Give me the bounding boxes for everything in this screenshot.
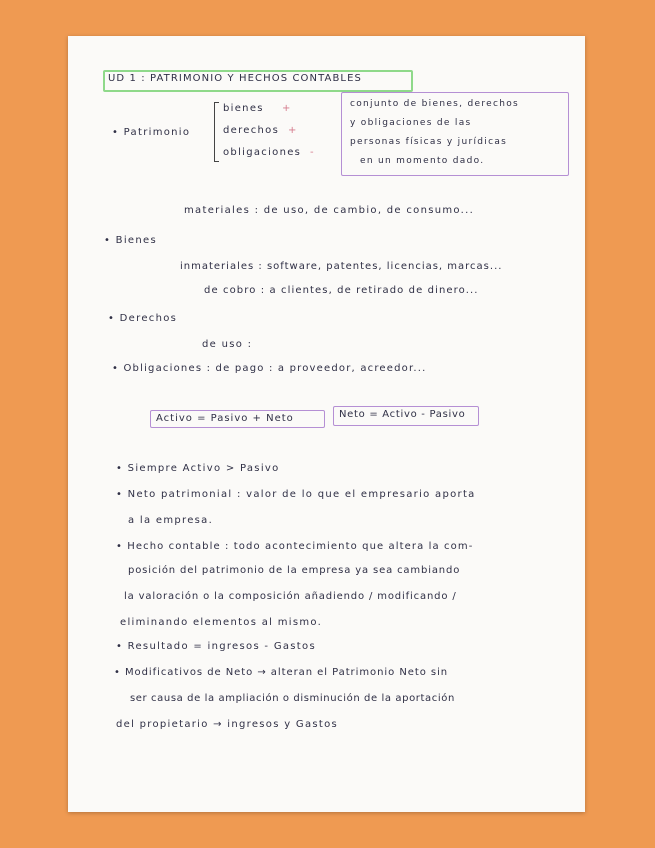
- note-line-11: del propietario → ingresos y Gastos: [116, 719, 339, 730]
- note-line-6: la valoración o la composición añadiendo / modificando /: [124, 591, 457, 602]
- note-line-1: • Siempre Activo > Pasivo: [116, 463, 280, 474]
- patrimonio-bracket: [214, 102, 215, 162]
- formula-activo: Activo = Pasivo + Neto: [156, 413, 294, 424]
- definition-line-3: personas físicas y jurídicas: [350, 137, 508, 147]
- definition-line-4: en un momento dado.: [360, 156, 485, 166]
- patrimonio-item-obligaciones: obligaciones: [223, 147, 302, 158]
- notebook-page: [68, 36, 585, 812]
- sign-obligaciones: -: [310, 147, 315, 158]
- definition-line-1: conjunto de bienes, derechos: [350, 99, 520, 109]
- note-line-10: ser causa de la ampliación o disminución de la aportación: [130, 693, 455, 704]
- patrimonio-item-derechos: derechos: [223, 125, 280, 136]
- note-line-8: • Resultado = ingresos - Gastos: [116, 641, 316, 652]
- note-line-4: • Hecho contable : todo acontecimiento que altera la com-: [116, 541, 474, 552]
- bienes-inmateriales: inmateriales : software, patentes, licencias, marcas...: [180, 261, 503, 272]
- derechos-cobro: de cobro : a clientes, de retirado de dinero...: [204, 285, 479, 296]
- bienes-materiales: materiales : de uso, de cambio, de consumo...: [184, 205, 475, 216]
- bienes-label: • Bienes: [104, 235, 157, 246]
- derechos-label: • Derechos: [108, 313, 178, 324]
- note-line-7: eliminando elementos al mismo.: [120, 617, 323, 628]
- note-line-3: a la empresa.: [128, 515, 214, 526]
- sign-derechos: +: [288, 125, 298, 136]
- patrimonio-label: • Patrimonio: [112, 127, 191, 138]
- patrimonio-item-bienes: bienes: [223, 103, 264, 114]
- definition-line-2: y obligaciones de las: [350, 118, 472, 128]
- note-line-2: • Neto patrimonial : valor de lo que el empresario aporta: [116, 489, 476, 500]
- obligaciones-line: • Obligaciones : de pago : a proveedor, acreedor...: [112, 363, 427, 374]
- note-line-9: • Modificativos de Neto → alteran el Patrimonio Neto sin: [114, 667, 449, 678]
- formula-neto: Neto = Activo - Pasivo: [339, 409, 466, 420]
- note-line-5: posición del patrimonio de la empresa ya sea cambiando: [128, 565, 461, 576]
- derechos-uso: de uso :: [202, 339, 253, 350]
- page-title: UD 1 : PATRIMONIO Y HECHOS CONTABLES: [108, 73, 362, 84]
- sign-bienes: +: [282, 103, 292, 114]
